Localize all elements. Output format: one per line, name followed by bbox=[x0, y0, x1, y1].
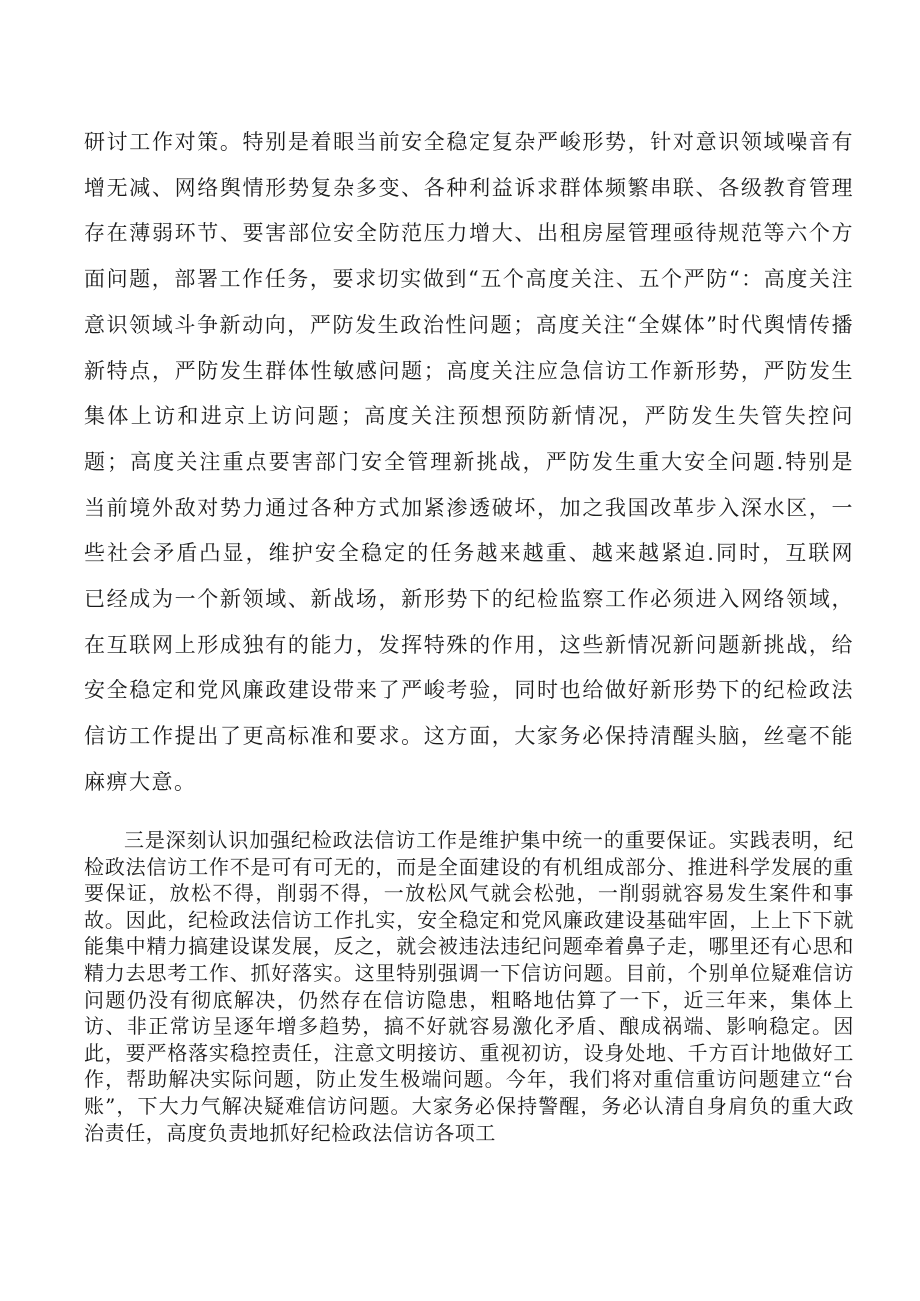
body-paragraph-2: 三是深刻认识加强纪检政法信访工作是维护集中统一的重要保证。实践表明，纪检政法信访工作不是可有可无的，而是全面建设的有机组成部分、推进科学发展的重要保证，放松不得，削弱不得，一放松风气就会松弛，一削弱就容易发生案件和事故。因此，纪检政法信访工作扎实，安全稳定和党风廉政建设基础牢固，上上下下就能集中精力搞建设谋发展，反之，就会被违法违纪问题牵着鼻子走，哪里还有心思和精力去思考工作、抓好落实。这里特别强调一下信访问题。目前，个别单位疑难信访问题仍没有彻底解决，仍然存在信访隐患，粗略地估算了一下，近三年来，集体上访、非正常访呈逐年增多趋势，搞不好就容易激化矛盾、酿成祸端、影响稳定。因此，要严格落实稳控责任，注意文明接访、重视初访，设身处地、千方百计地做好工作，帮助解决实际问题，防止发生极端问题。今年，我们将对重信重访问题建立“台账”，下大力气解决疑难信访问题。大家务必保持警醒，务必认清自身肩负的重大政治责任，高度负责地抓好纪检政法信访各项工 bbox=[84, 828, 854, 1145]
body-paragraph-1: 研讨工作对策。特别是着眼当前安全稳定复杂严峻形势，针对意识领域噪音有增无减、网络舆情形势复杂多变、各种利益诉求群体频繁串联、各级教育管理存在薄弱环节、要害部位安全防范压力增大、出租房屋管理亟待规范等六个方面问题，部署工作任务，要求切实做到“五个高度关注、五个严防“：高度关注意识领域斗争新动向，严防发生政治性问题；高度关注“全媒体”时代舆情传播新特点，严防发生群体性敏感问题；高度关注应急信访工作新形势，严防发生集体上访和进京上访问题；高度关注预想预防新情况，严防发生失管失控问题；高度关注重点要害部门安全管理新挑战，严防发生重大安全问题.特别是当前境外敌对势力通过各种方式加紧渗透破坏，加之我国改革步入深水区，一些社会矛盾凸显，维护安全稳定的任务越来越重、越来越紧迫.同时，互联网已经成为一个新领域、新战场，新形势下的纪检监察工作必须进入网络领域，在互联网上形成独有的能力，发挥特殊的作用，这些新情况新问题新挑战，给安全稳定和党风廉政建设带来了严峻考验，同时也给做好新形势下的纪检政法信访工作提出了更高标准和要求。这方面，大家务必保持清醒头脑，丝毫不能麻痹大意。 bbox=[84, 130, 854, 794]
